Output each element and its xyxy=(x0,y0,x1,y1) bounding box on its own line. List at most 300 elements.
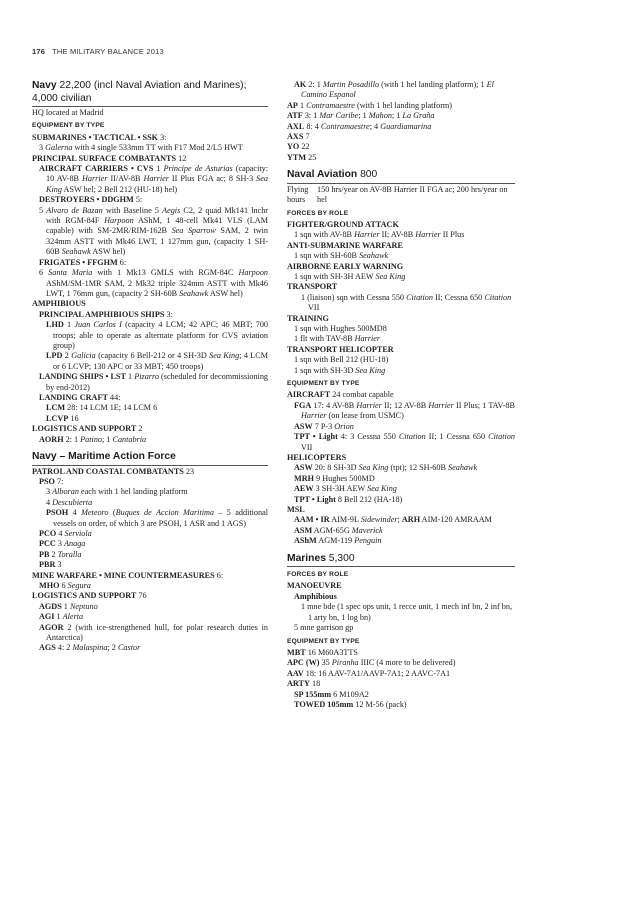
entry-text: 3: 1 xyxy=(302,111,320,121)
entry-line xyxy=(287,401,515,422)
entry-text: 7 P-3 xyxy=(312,421,335,431)
entry-line xyxy=(32,560,268,570)
category-label: YTM xyxy=(287,152,307,162)
class-name: Maverick xyxy=(351,525,383,535)
category-label: LPD xyxy=(46,351,63,361)
entry-text: 7: xyxy=(54,476,64,486)
class-name: Sidewinder xyxy=(360,515,398,525)
class-name: Seahawk xyxy=(448,463,478,473)
entry-text: 2 xyxy=(49,549,58,559)
entry-text: 35 xyxy=(319,658,332,668)
class-name: Buques de Accion Maritima xyxy=(115,508,215,518)
subheading: EQUIPMENT BY TYPE xyxy=(287,637,360,645)
entry-text: 1 xyxy=(54,612,63,622)
class-name: Contramaestre xyxy=(320,121,370,131)
class-name: Alerta xyxy=(62,612,84,622)
class-name: Seahawk xyxy=(359,251,389,261)
entry-text: (scheduled for decommissioning by end-2012) xyxy=(46,372,269,392)
category-label: AAM • IR xyxy=(294,515,330,525)
entry-line xyxy=(287,505,515,515)
class-name: Sea King xyxy=(46,174,268,194)
category-label: AORH xyxy=(39,434,64,444)
flying-hours-value: 150 hrs/year on AV-8B Harrier II FGA ac; 200 hrs/year on hel xyxy=(317,184,508,205)
class-name: Serviola xyxy=(64,528,92,538)
entry-text: ASW hel; 2 Bell 212 (HU-18) hel) xyxy=(61,184,178,194)
category-label: ARTY xyxy=(287,679,310,689)
category-label: ASW xyxy=(294,421,313,431)
entry-text: 1 xyxy=(61,601,70,611)
class-name: Seahawk xyxy=(179,288,209,298)
entry-text: 6: xyxy=(117,257,127,267)
entry-text: each with 1 hel landing platform xyxy=(78,487,188,497)
flying-hours-row xyxy=(287,185,515,206)
entry-text: 3 xyxy=(55,560,62,570)
entry-text: 2: 1 xyxy=(63,434,81,444)
entry-text: 3 SH-3H AEW xyxy=(313,484,368,494)
entry-line xyxy=(287,153,515,163)
category-label: AAV xyxy=(287,668,304,678)
subheading: FORCES BY ROLE xyxy=(287,209,349,217)
entry-line xyxy=(287,230,515,240)
class-name: Mar Caribe xyxy=(319,111,359,121)
entry-line xyxy=(287,648,515,658)
category-label: MBT xyxy=(287,647,306,657)
class-name: Piranha xyxy=(331,658,359,668)
entry-text: 2 (with ice-strengthened hull, for polar research duties in Antarctica) xyxy=(46,622,268,642)
entry-text: 1 sqn with SH-60B xyxy=(294,251,360,261)
category-label: LHD xyxy=(46,320,64,330)
category-label: MSL xyxy=(287,504,305,514)
entry-line xyxy=(287,623,515,633)
entry-line xyxy=(32,602,268,612)
entry-text: 2: 1 xyxy=(306,80,323,89)
entry-line xyxy=(287,80,515,101)
entry-text: 17: 4 AV-8B xyxy=(311,400,357,410)
class-name: Anaga xyxy=(64,539,86,549)
entry-line xyxy=(32,612,268,622)
entry-text: (capacity: 10 AV-8B xyxy=(46,164,268,184)
class-name: Juan Carlos I xyxy=(74,320,122,330)
right-column xyxy=(287,80,515,710)
class-name: Contramaestre xyxy=(306,100,355,110)
category-label: TRAINING xyxy=(287,313,329,323)
entry-line xyxy=(287,515,515,525)
class-name: Sea Sparrow xyxy=(171,226,216,236)
entry-line xyxy=(287,463,515,473)
entry-text: 20: 8 SH-3D xyxy=(312,463,359,473)
entry-line xyxy=(32,424,268,434)
category-label: ANTI-SUBMARINE WARFARE xyxy=(287,240,403,250)
class-name: Santa Maria xyxy=(48,268,93,278)
class-name: Alvaro de Bazan xyxy=(46,205,103,215)
category-label: AIRCRAFT xyxy=(287,390,331,400)
entry-line xyxy=(287,366,515,376)
entry-text: ; 2 xyxy=(107,643,118,653)
section-heading xyxy=(287,553,515,566)
entry-line xyxy=(32,508,268,529)
entry-line xyxy=(287,669,515,679)
entry-line xyxy=(287,111,515,121)
entry-line xyxy=(32,195,268,205)
entry-line xyxy=(32,581,268,591)
entry-text: 1 xyxy=(125,372,135,382)
category-label: PATROL AND COASTAL COMBATANTS xyxy=(32,466,184,476)
entry-line xyxy=(32,403,268,413)
category-label: AXL xyxy=(287,121,305,131)
category-label: LOGISTICS AND SUPPORT xyxy=(32,424,137,434)
entry-text: (capacity 6 Bell-212 or 4 SH-3D xyxy=(95,351,210,361)
class-name: Cantabria xyxy=(112,434,147,444)
class-name: Martin Posadillo xyxy=(322,80,380,89)
subheading: EQUIPMENT BY TYPE xyxy=(32,122,105,130)
entry-text: 6 xyxy=(59,580,68,590)
class-name: Aegis xyxy=(162,205,181,215)
section-strength: 800 xyxy=(357,169,378,181)
entry-line xyxy=(287,581,515,591)
entry-line xyxy=(287,314,515,324)
entry-text: 1 sqn with SH-3D xyxy=(294,365,356,375)
entry-line xyxy=(32,164,268,195)
running-header xyxy=(32,47,164,56)
class-name: Patino xyxy=(80,434,103,444)
category-label: PRINCIPAL SURFACE COMBATANTS xyxy=(32,153,177,163)
entry-line xyxy=(287,142,515,152)
category-label: DESTROYERS • DDGHM xyxy=(39,195,134,205)
category-label: AShM xyxy=(294,536,317,546)
class-name: Descubierta xyxy=(52,497,93,507)
entry-text: 3: xyxy=(164,309,173,319)
entry-text: AShM/SM-1MR SAM, 2 Mk32 triple 324mm ASTT with Mk46 LWT, 1 76mm gun, (capacity 2 SH-60B xyxy=(46,278,268,298)
entry-text: 3: xyxy=(158,132,167,142)
entry-line xyxy=(32,372,268,393)
entry-line xyxy=(287,220,515,230)
entry-text: 6: xyxy=(214,570,224,580)
category-label: TPT • Light xyxy=(294,432,338,442)
entry-line xyxy=(287,700,515,710)
category-label: AGS xyxy=(39,643,56,653)
category-label: PSO xyxy=(39,476,55,486)
entry-line xyxy=(287,474,515,484)
category-label: AMPHIBIOUS xyxy=(32,299,86,309)
category-label: ASM xyxy=(294,525,313,535)
section-name: Naval Aviation xyxy=(287,169,358,181)
section-heading xyxy=(287,169,515,182)
category-label: PBR xyxy=(39,560,56,570)
class-name: Mahon xyxy=(368,111,392,121)
entry-line xyxy=(287,241,515,251)
category-label: AXS xyxy=(287,132,304,142)
entry-text: 5 mne garrison gp xyxy=(294,623,354,633)
entry-line xyxy=(32,529,268,539)
entry-text: II Plus xyxy=(440,230,465,240)
class-name: Sea King xyxy=(355,365,386,375)
entry-text: II; 12 AV-8B xyxy=(381,400,429,410)
entry-line xyxy=(287,251,515,261)
class-name: Harrier xyxy=(354,230,380,240)
entry-text: 1 sqn with Bell 212 (HU-18) xyxy=(294,355,389,365)
entry-line xyxy=(287,390,515,400)
entry-text: 5 xyxy=(39,205,47,215)
entry-text: (capacity 4 LCM; 42 APC; 46 MBT; 700 troops; able to operate as alternate platform for CVS aviation group) xyxy=(53,320,269,350)
entry-line xyxy=(32,539,268,549)
entry-line xyxy=(32,154,268,164)
class-name: Orion xyxy=(334,421,354,431)
entry-text: VII xyxy=(308,303,320,313)
subheading: EQUIPMENT BY TYPE xyxy=(287,380,360,388)
category-label: MANOEUVRE xyxy=(287,581,342,591)
entry-line xyxy=(287,293,515,314)
entry-line xyxy=(287,602,515,623)
entry-line xyxy=(287,453,515,463)
category-label: LCM xyxy=(46,403,66,413)
category-label: FIGHTER/GROUND ATTACK xyxy=(287,219,399,229)
category-label: TPT • Light xyxy=(294,494,336,504)
entry-line xyxy=(32,550,268,560)
entry-line xyxy=(32,268,268,299)
class-name: Alboran xyxy=(52,487,79,497)
entry-line xyxy=(32,258,268,268)
entry-text: II Plus FGA ac; 8 SH-3 xyxy=(168,174,257,184)
class-name: Harrier xyxy=(81,174,108,184)
entry-line xyxy=(32,498,268,508)
category-label: APC (W) xyxy=(287,658,320,668)
class-name: Sea King xyxy=(209,351,240,361)
category-label: TRANSPORT xyxy=(287,282,338,292)
entry-text: 8: 4 xyxy=(304,121,321,131)
entry-line xyxy=(32,414,268,424)
entry-line xyxy=(32,299,268,309)
entry-text: – 5 additional vessels on order, of which 3 are PSOH, 1 ASR and 1 AGS) xyxy=(53,508,268,528)
class-name: Meteoro xyxy=(81,508,109,518)
entry-text: 76 xyxy=(136,591,147,601)
category-label: AGOR xyxy=(39,622,64,632)
entry-text: 1 mne bde (1 spec ops unit, 1 recce unit, 1 mech inf bn, 2 inf bn, 1 arty bn, 1 log bn) xyxy=(301,602,513,622)
flying-hours-label: Flying hours xyxy=(287,184,309,205)
section-name: Navy xyxy=(32,80,57,91)
entry-text: 16 M60A3TTS xyxy=(305,647,358,657)
entry-line xyxy=(32,206,268,258)
entry-text: with Baseline 5 xyxy=(102,205,163,215)
entry-text: 4 xyxy=(56,528,65,538)
category-label: HELICOPTERS xyxy=(287,452,347,462)
entry-text: II/AV-8B xyxy=(107,174,144,184)
entry-text: 44: xyxy=(107,392,121,402)
category-label: MINE WARFARE • MINE COUNTERMEASURES xyxy=(32,570,215,580)
category-label: AP xyxy=(287,100,298,110)
entry-line xyxy=(287,536,515,546)
section-heading xyxy=(32,80,268,105)
category-label: AGDS xyxy=(39,601,62,611)
entry-text: ; xyxy=(397,515,402,525)
entry-text: 22 xyxy=(299,142,310,152)
section-rule xyxy=(287,566,515,567)
entry-text: II; AV-8B xyxy=(379,230,416,240)
entry-line xyxy=(287,334,515,344)
category-label: YO xyxy=(287,142,300,152)
category-label: AEW xyxy=(294,484,314,494)
entry-text: SAM, 2 twin 324mm ASTT with Mk46 LWT, 1 127mm gun, (capacity 1 SH-60B xyxy=(46,226,268,257)
section-rule xyxy=(32,106,268,107)
entry-line: HQ located at Madrid xyxy=(32,108,104,117)
entry-text: VII xyxy=(301,442,313,452)
entry-line xyxy=(32,393,268,403)
entry-line xyxy=(287,122,515,132)
category-label: MRH xyxy=(294,473,315,483)
entry-text: 1 flt with TAV-8B xyxy=(294,334,355,344)
entry-line xyxy=(32,320,268,351)
class-name: Neptuno xyxy=(69,601,98,611)
class-name: Castor xyxy=(117,643,141,653)
entry-line xyxy=(287,355,515,365)
class-name: Galerna xyxy=(45,143,73,153)
entry-text: 1 sqn with SH-3H AEW xyxy=(294,272,376,281)
category-label: AGI xyxy=(39,612,55,622)
entry-line xyxy=(32,435,268,445)
entry-text: 18: 16 AAV-7A1/AAVP-7A1; 2 AAVC-7A1 xyxy=(303,668,451,678)
entry-text: 28: 14 LCM 1E; 14 LCM 6 xyxy=(65,403,158,413)
class-name: Harpoon xyxy=(104,216,134,226)
entry-text: ; 1 xyxy=(358,111,369,121)
entry-line xyxy=(287,432,515,453)
class-name: Citation xyxy=(406,292,433,302)
entry-line xyxy=(287,272,515,282)
class-name: Citation xyxy=(484,292,512,302)
section-name: Navy – Maritime Action Force xyxy=(32,451,176,462)
entry-text: (with 1 hel landing platform) xyxy=(354,100,453,110)
entry-line xyxy=(32,351,268,372)
entry-line xyxy=(32,143,268,153)
class-name: Guardiamarina xyxy=(380,121,432,131)
category-label: ASW xyxy=(294,463,313,473)
class-name: Sea King xyxy=(375,272,406,281)
entry-line xyxy=(287,658,515,668)
class-name: El Camino Espanol xyxy=(301,80,494,100)
entry-text: C2, 2 quad Mk141 lnchr with RGM-84F xyxy=(46,205,269,226)
category-label: SP 155mm xyxy=(294,689,332,699)
entry-text: ; 1 xyxy=(391,111,403,121)
entry-text: 1 xyxy=(63,320,75,330)
entry-line xyxy=(32,591,268,601)
category-label: PSOH xyxy=(46,508,69,518)
entry-line xyxy=(32,467,268,477)
category-label: AK xyxy=(294,80,307,89)
entry-line xyxy=(287,679,515,689)
class-name: Seahawk xyxy=(61,247,91,257)
entry-line xyxy=(32,310,268,320)
entry-text: 4 xyxy=(46,497,53,507)
left-column xyxy=(32,80,268,654)
entry-text: 4: 2 xyxy=(55,643,73,653)
entry-text: 24 combat capable xyxy=(330,390,394,400)
entry-text: 5: xyxy=(133,195,143,205)
entry-text: (tpt); 12 SH-60B xyxy=(388,463,448,473)
category-label: PCO xyxy=(39,528,57,538)
entry-line xyxy=(32,623,268,644)
category-label: PRINCIPAL AMPHIBIOUS SHIPS xyxy=(39,309,165,319)
entry-text: 12 xyxy=(176,153,187,163)
entry-text: 4: 3 Cessna 550 xyxy=(337,432,399,442)
entry-text: 12 M-56 (pack) xyxy=(353,699,407,709)
entry-text: AShM, 1 48-cell Mk41 VLS (LAM capable) with SM-2MR/RIM-162B xyxy=(46,216,269,236)
entry-line xyxy=(287,592,515,602)
section-rule xyxy=(32,465,268,466)
category-label: Amphibious xyxy=(294,591,337,601)
class-name: Sea King xyxy=(358,463,389,473)
entry-text: AIM-120 AMRAAM xyxy=(420,515,492,525)
category-label: TRANSPORT HELICOPTER xyxy=(287,344,394,354)
entry-text: 1 xyxy=(153,164,164,174)
entry-text: 1 sqn with Hughes 500MD8 xyxy=(294,324,387,334)
entry-text: (on lease from USMC) xyxy=(326,411,404,421)
category-label: TOWED 105mm xyxy=(294,699,354,709)
subheading: FORCES BY ROLE xyxy=(287,571,349,579)
class-name: Harrier xyxy=(356,400,382,410)
section-strength: 5,300 xyxy=(325,552,355,564)
class-name: Harrier xyxy=(428,400,454,410)
entry-text: 18 xyxy=(309,679,321,689)
entry-line xyxy=(287,690,515,700)
class-name: Harrier xyxy=(415,230,441,240)
category-label: ARH xyxy=(401,515,421,525)
entry-text: ; 1 xyxy=(102,434,113,444)
entry-text: AGM-65G xyxy=(312,525,352,535)
entry-line xyxy=(287,101,515,111)
category-label: FGA xyxy=(294,400,312,410)
class-name: Harrier xyxy=(301,411,327,421)
entry-text: 3 xyxy=(39,143,46,153)
category-label: MHO xyxy=(39,580,60,590)
class-name: Sea King xyxy=(367,484,397,494)
entry-line xyxy=(287,132,515,142)
entry-line xyxy=(287,495,515,505)
entry-text: IIIC (4 more to be delivered) xyxy=(358,658,456,668)
entry-line xyxy=(287,282,515,292)
entry-text: 2 xyxy=(62,351,72,361)
entry-line xyxy=(287,422,515,432)
entry-text: ASW hel) xyxy=(208,288,243,298)
entry-line xyxy=(287,484,515,494)
entry-text: II; Cessna 650 xyxy=(432,292,485,302)
entry-text: with 1 Mk13 GMLS with RGM-84C xyxy=(92,268,239,278)
class-name: Malaspina xyxy=(72,643,108,653)
entry-text: 1 (liaison) sqn with Cessna 550 xyxy=(301,292,407,302)
entry-line xyxy=(287,262,515,272)
entry-text: 1 sqn with AV-8B xyxy=(294,230,355,240)
entry-text: 3 xyxy=(46,487,53,497)
class-name: Toralla xyxy=(57,549,82,559)
entry-text: 25 xyxy=(306,152,317,162)
section-heading xyxy=(32,451,268,464)
entry-text: ; 4 LCM or 6 LCVP; 130 APC or 33 MBT; 450 troops) xyxy=(53,351,269,371)
entry-line xyxy=(287,345,515,355)
category-label: LOGISTICS AND SUPPORT xyxy=(32,591,137,601)
category-label: SUBMARINES • TACTICAL • SSK xyxy=(32,132,159,142)
entry-text: (with 1 hel landing platform); 1 xyxy=(379,80,487,89)
entry-text: 23 xyxy=(183,466,195,476)
entry-line xyxy=(32,487,268,497)
class-name: Harpoon xyxy=(238,268,269,278)
entry-text: AIM-9L xyxy=(329,515,361,525)
class-name: Citation xyxy=(398,432,426,442)
entry-text: 3 xyxy=(55,539,65,549)
class-name: Segura xyxy=(67,580,91,590)
entry-line xyxy=(32,133,268,143)
entry-text: 2 xyxy=(136,424,143,434)
class-name: Harrier xyxy=(143,174,169,184)
entry-line xyxy=(287,324,515,334)
entry-text: 1 xyxy=(297,100,307,110)
category-label: LANDING CRAFT xyxy=(39,392,108,402)
